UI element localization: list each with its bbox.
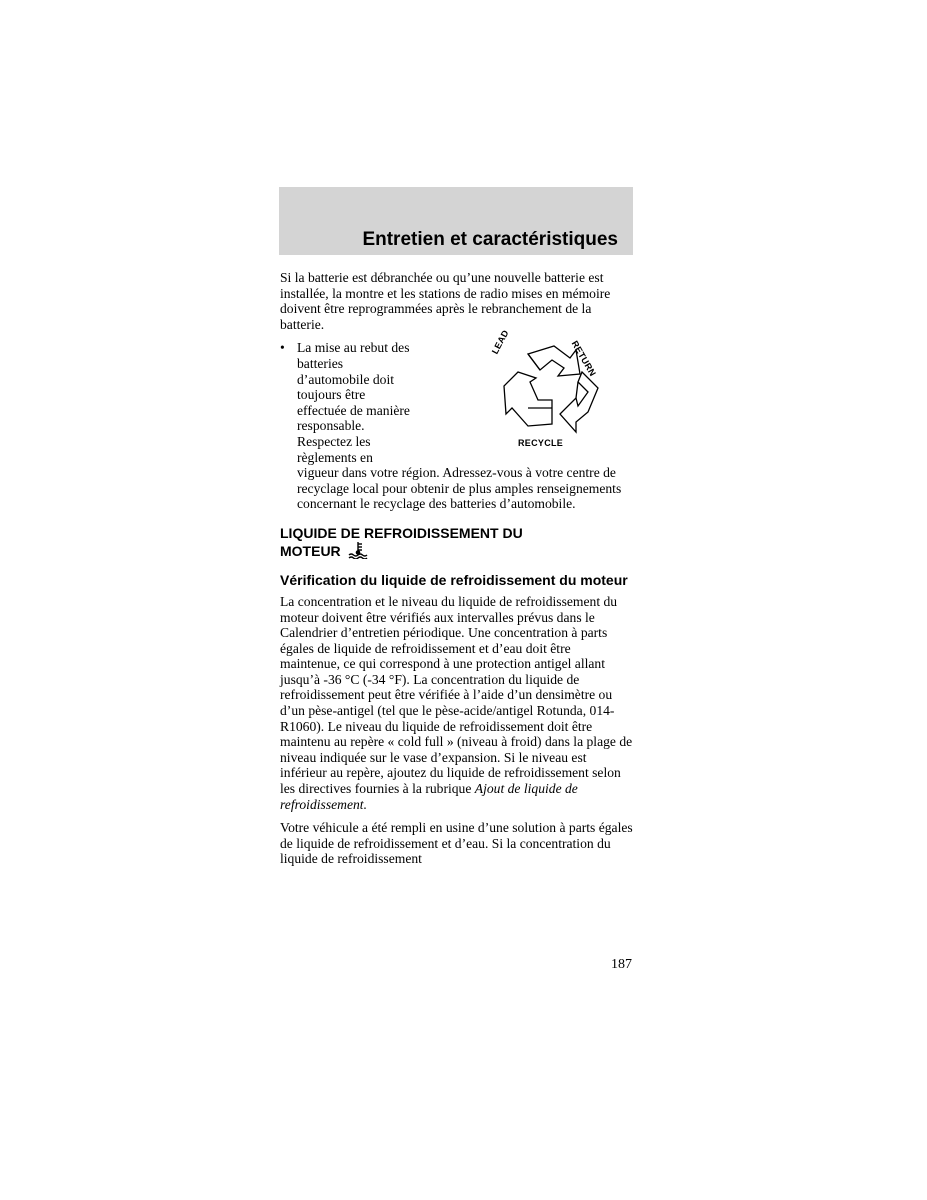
- factory-fill-paragraph: Votre véhicule a été rempli en usine d’une solution à parts égales de liquide de refroidissement et d’eau. Si la concentration du liquide de refroidissement: [280, 820, 633, 867]
- bullet-text-beside-logo: [297, 340, 442, 465]
- section-title-line2: MOTEUR: [280, 542, 341, 559]
- chapter-header-band: [279, 187, 633, 255]
- section-title-line1: LIQUIDE DE REFROIDISSEMENT DU: [280, 524, 523, 541]
- battery-disposal-bullet: [280, 328, 633, 512]
- intro-paragraph: Si la batterie est débranchée ou qu’une nouvelle batterie est installée, la montre et les stations de radio mises en mémoire doivent être reprogrammées après le rebranchement de la batterie.: [280, 270, 611, 332]
- bullet-line: responsable.: [297, 418, 365, 434]
- bullet-line: La mise au rebut des: [297, 340, 410, 356]
- engine-coolant-temperature-icon: [348, 541, 368, 559]
- coolant-check-paragraph: [280, 594, 633, 812]
- logo-label-recycle: RECYCLE: [518, 438, 564, 449]
- bullet-line: d’automobile doit: [297, 371, 395, 387]
- lead-recycle-logo: [480, 328, 620, 452]
- page-content: [280, 270, 633, 875]
- logo-label-return: RETURN: [569, 339, 598, 379]
- page-number: 187: [611, 957, 632, 972]
- bullet-line: toujours être: [297, 387, 366, 403]
- bullet-symbol: •: [280, 340, 285, 356]
- subsection-title: Vérification du liquide de refroidissement du moteur: [280, 571, 628, 588]
- bullet-line: règlements en: [297, 449, 373, 465]
- bullet-line: Respectez les: [297, 433, 371, 449]
- coolant-add-reference: Ajout de liquide de refroidissement.: [280, 781, 578, 812]
- bullet-line: batteries: [297, 355, 344, 371]
- chapter-title: Entretien et caractéristiques: [362, 229, 618, 250]
- logo-label-lead: LEAD: [489, 328, 511, 357]
- section-title-coolant: [280, 525, 633, 559]
- bullet-continuation: vigueur dans votre région. Adressez-vous à votre centre de recyclage local pour obtenir de plus amples renseignements concernant le recyclage des batteries d’automobile.: [297, 465, 622, 512]
- bullet-line: effectuée de manière: [297, 402, 410, 418]
- coolant-check-text: La concentration et le niveau du liquide de refroidissement du moteur doivent être vérifiés aux intervalles prévus dans le Calendrier d’entretien périodique. Une concentration à parts égales de liquide de refroidissement et d’eau doit être maintenue, ce qui correspond à une protection antigel allant jusqu’à -36 °C (-34 °F). La concentration du liquide de refroidissement peut être vérifiée à l’aide d’un densimètre ou d’un pèse-antigel (tel que le pèse-acide/antigel Rotunda, 014-R1060). Le niveau du liquide de refroidissement doit être maintenu au repère « cold full » (niveau à froid) dans la plage de niveau indiquée sur le vase d’expansion. Si le niveau est inférieur au repère, ajoutez du liquide de refroidissement selon les directives fournies à la rubrique: [280, 593, 633, 797]
